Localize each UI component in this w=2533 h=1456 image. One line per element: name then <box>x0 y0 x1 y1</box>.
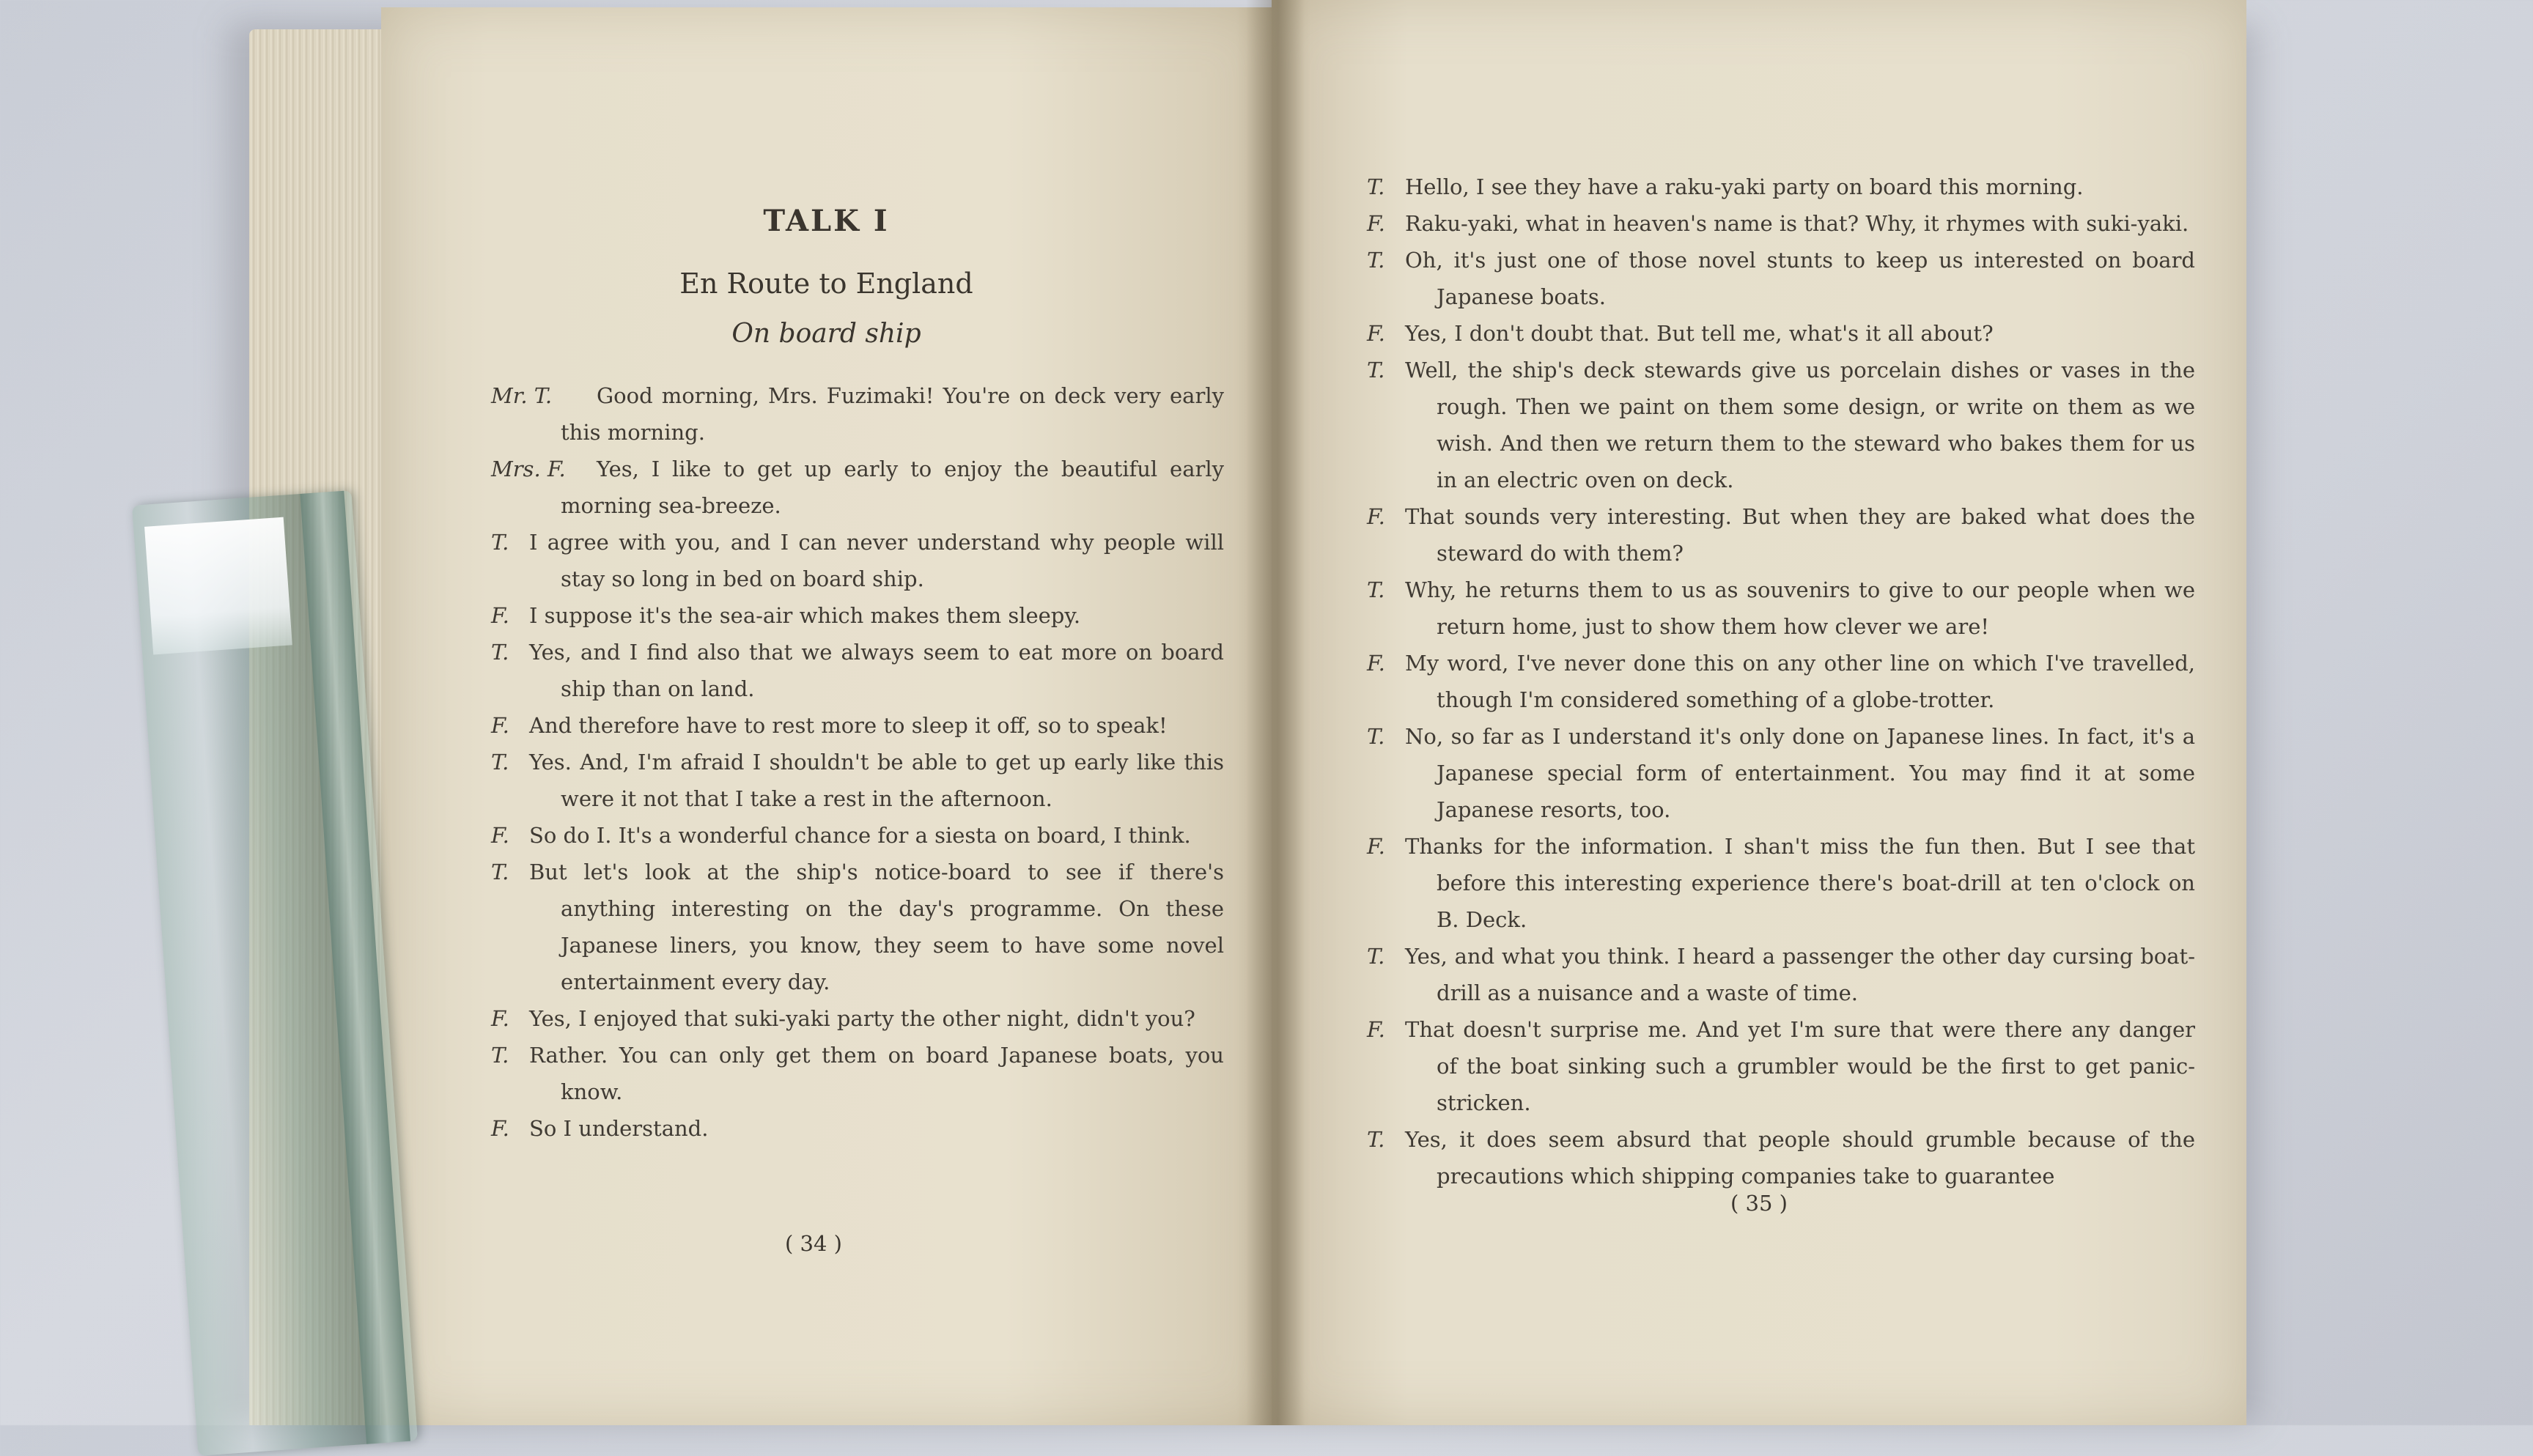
line-text: Why, he returns them to us as souvenirs to give to our people when we return home, just to show them how clever we are! <box>1405 577 2195 639</box>
talk-title: TALK I <box>763 204 890 238</box>
dialogue-line <box>491 634 1224 707</box>
dialogue-line <box>1367 938 2195 1011</box>
line-text: No, so far as I understand it's only done on Japanese lines. In fact, it's a Japanese special form of entertainment. You may find it at some Japanese resorts, too. <box>1405 724 2195 822</box>
dialogue-line <box>491 1110 1224 1147</box>
speaker: F. <box>1367 211 1385 236</box>
glass-highlight <box>144 517 292 655</box>
speaker: F. <box>1367 834 1385 859</box>
line-text: I suppose it's the sea-air which makes them sleepy. <box>529 603 1081 628</box>
dialogue-line <box>491 377 1224 451</box>
speaker: T. <box>491 530 509 555</box>
dialogue-line <box>491 707 1224 744</box>
speaker: T. <box>491 640 509 665</box>
line-text: That doesn't surprise me. And yet I'm sure that were there any danger of the boat sinking such a grumbler would be the first to get panic-stricken. <box>1405 1017 2195 1115</box>
speaker: Mr. T. <box>491 383 553 408</box>
talk-setting: On board ship <box>731 319 921 349</box>
speaker: T. <box>1367 577 1385 602</box>
line-text: Yes, it does seem absurd that people should grumble because of the precautions which shipping companies take to guarantee <box>1405 1127 2195 1189</box>
speaker: T. <box>491 750 509 775</box>
page-number: ( 35 ) <box>1730 1191 1788 1216</box>
speaker: T. <box>1367 248 1385 273</box>
line-text: Yes, I don't doubt that. But tell me, what's it all about? <box>1405 321 1994 346</box>
line-text: Yes. And, I'm afraid I shouldn't be able to get up early like this were it not that I take a rest in the afternoon. <box>529 750 1224 811</box>
dialogue-line <box>1367 205 2195 242</box>
dialogue-line <box>491 817 1224 854</box>
line-text: So do I. It's a wonderful chance for a siesta on board, I think. <box>529 823 1191 848</box>
line-text: Rather. You can only get them on board Japanese boats, you know. <box>529 1043 1224 1104</box>
line-text: That sounds very interesting. But when they are baked what does the steward do with them? <box>1405 504 2195 566</box>
speaker: F. <box>491 1006 509 1031</box>
dialogue-line <box>1367 1011 2195 1121</box>
speaker: T. <box>1367 724 1385 749</box>
dialogue-line <box>491 451 1224 524</box>
page-number: ( 34 ) <box>785 1231 842 1256</box>
speaker: T. <box>1367 944 1385 969</box>
line-text: Hello, I see they have a raku-yaki party on board this morning. <box>1405 174 2084 199</box>
dialogue-line <box>1367 645 2195 718</box>
dialogue-line <box>1367 572 2195 645</box>
right-dialogue <box>1367 169 2195 1194</box>
speaker: F. <box>1367 504 1385 529</box>
line-text: My word, I've never done this on any other line on which I've travelled, though I'm considered something of a globe-trotter. <box>1405 651 2195 712</box>
dialogue-line <box>491 854 1224 1000</box>
line-text: So I understand. <box>529 1116 709 1141</box>
speaker: F. <box>1367 1017 1385 1042</box>
speaker: T. <box>1367 1127 1385 1152</box>
dialogue-line <box>1367 315 2195 352</box>
speaker: F. <box>491 603 509 628</box>
speaker: F. <box>1367 321 1385 346</box>
dialogue-line <box>1367 718 2195 828</box>
line-text: Yes, and what you think. I heard a passenger the other day cursing boat-drill as a nuisance and a waste of time. <box>1405 944 2195 1005</box>
talk-subtitle: En Route to England <box>679 267 973 300</box>
dialogue-line <box>1367 242 2195 315</box>
line-text: But let's look at the ship's notice-board to see if there's anything interesting on the day's programme. On these Japanese liners, you know, they seem to have some novel entertainment every day. <box>529 860 1224 994</box>
speaker: F. <box>491 1116 509 1141</box>
speaker: Mrs. F. <box>491 457 566 481</box>
dialogue-line <box>491 1000 1224 1037</box>
speaker: F. <box>1367 651 1385 676</box>
dialogue-line <box>491 1037 1224 1110</box>
line-text: Yes, and I find also that we always seem to eat more on board ship than on land. <box>529 640 1224 701</box>
speaker: F. <box>491 713 509 738</box>
line-text: Well, the ship's deck stewards give us porcelain dishes or vases in the rough. Then we paint on them some design, or write on them as we wish. And then we return them to the steward who bakes them for us in an electric oven on deck. <box>1405 358 2195 492</box>
line-text: I agree with you, and I can never understand why people will stay so long in bed on board ship. <box>529 530 1224 591</box>
speaker: T. <box>1367 358 1385 383</box>
line-text: Yes, I like to get up early to enjoy the beautiful early morning sea-breeze. <box>561 457 1224 518</box>
dialogue-line <box>1367 1121 2195 1194</box>
line-text: Good morning, Mrs. Fuzimaki! You're on deck very early this morning. <box>561 383 1224 445</box>
line-text: Raku-yaki, what in heaven's name is that? Why, it rhymes with suki-yaki. <box>1405 211 2189 236</box>
dialogue-line <box>1367 498 2195 572</box>
left-page <box>381 7 1272 1425</box>
dialogue-line <box>491 597 1224 634</box>
line-text: Thanks for the information. I shan't miss the fun then. But I see that before this interesting experience there's boat-drill at ten o'clock on B. Deck. <box>1405 834 2195 932</box>
dialogue-line <box>1367 828 2195 938</box>
dialogue-line <box>491 744 1224 817</box>
speaker: T. <box>491 1043 509 1068</box>
book-gutter <box>1246 0 1305 1425</box>
right-page <box>1272 0 2246 1425</box>
line-text: Oh, it's just one of those novel stunts to keep us interested on board Japanese boats. <box>1405 248 2195 309</box>
line-text: And therefore have to rest more to sleep it off, so to speak! <box>529 713 1168 738</box>
left-dialogue <box>491 377 1224 1147</box>
speaker: T. <box>491 860 509 884</box>
dialogue-line <box>491 524 1224 597</box>
speaker: F. <box>491 823 509 848</box>
dialogue-line <box>1367 352 2195 498</box>
dialogue-line <box>1367 169 2195 205</box>
speaker: T. <box>1367 174 1385 199</box>
line-text: Yes, I enjoyed that suki-yaki party the other night, didn't you? <box>529 1006 1195 1031</box>
